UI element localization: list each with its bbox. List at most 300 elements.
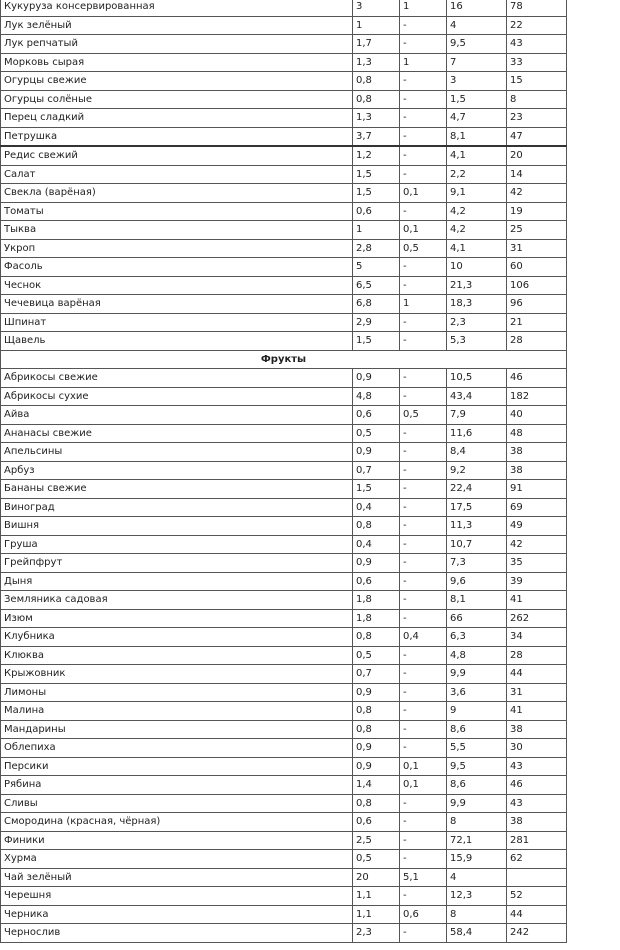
carbs-cell: 2,3 — [447, 313, 507, 332]
protein-cell: 1,3 — [353, 53, 400, 72]
product-name-cell: Грейпфрут — [1, 554, 353, 573]
calories-cell: 21 — [507, 313, 567, 332]
carbs-cell: 8,1 — [447, 127, 507, 146]
protein-cell: 1 — [353, 16, 400, 35]
protein-cell: 1,5 — [353, 165, 400, 184]
carbs-cell: 16 — [447, 0, 507, 16]
fat-cell: - — [400, 258, 447, 277]
calories-cell: 20 — [507, 146, 567, 165]
product-name-cell: Лимоны — [1, 683, 353, 702]
table-row — [1, 813, 567, 832]
protein-cell: 4,8 — [353, 387, 400, 406]
product-name-cell: Черника — [1, 905, 353, 924]
fat-cell: - — [400, 498, 447, 517]
protein-cell: 0,8 — [353, 702, 400, 721]
protein-cell: 0,9 — [353, 443, 400, 462]
calories-cell: 33 — [507, 53, 567, 72]
table-row — [1, 295, 567, 314]
table-row — [1, 53, 567, 72]
carbs-cell: 7 — [447, 53, 507, 72]
table-row — [1, 646, 567, 665]
calories-cell: 42 — [507, 184, 567, 203]
table-row — [1, 776, 567, 795]
product-name-cell: Апельсины — [1, 443, 353, 462]
table-row — [1, 480, 567, 499]
calories-cell: 182 — [507, 387, 567, 406]
fat-cell: - — [400, 720, 447, 739]
fat-cell: 0,5 — [400, 406, 447, 425]
protein-cell: 0,7 — [353, 461, 400, 480]
carbs-cell: 9,5 — [447, 757, 507, 776]
fat-cell: - — [400, 72, 447, 91]
carbs-cell: 9,6 — [447, 572, 507, 591]
product-name-cell: Малина — [1, 702, 353, 721]
fat-cell: - — [400, 813, 447, 832]
carbs-cell: 4 — [447, 16, 507, 35]
fat-cell: - — [400, 109, 447, 128]
fat-cell: 5,1 — [400, 868, 447, 887]
carbs-cell: 4,2 — [447, 221, 507, 240]
fat-cell: - — [400, 554, 447, 573]
calories-cell: 48 — [507, 424, 567, 443]
protein-cell: 1,5 — [353, 332, 400, 351]
product-name-cell: Абрикосы свежие — [1, 369, 353, 388]
table-row — [1, 72, 567, 91]
table-row — [1, 16, 567, 35]
carbs-cell: 66 — [447, 609, 507, 628]
product-name-cell: Сливы — [1, 794, 353, 813]
product-name-cell: Свекла (варёная) — [1, 184, 353, 203]
calories-cell: 38 — [507, 720, 567, 739]
carbs-cell: 2,2 — [447, 165, 507, 184]
protein-cell: 1 — [353, 221, 400, 240]
fat-cell: 1 — [400, 53, 447, 72]
fat-cell: 0,4 — [400, 628, 447, 647]
carbs-cell: 10,7 — [447, 535, 507, 554]
protein-cell: 2,5 — [353, 831, 400, 850]
table-row — [1, 276, 567, 295]
calories-cell: 62 — [507, 850, 567, 869]
table-row — [1, 498, 567, 517]
product-name-cell: Перец сладкий — [1, 109, 353, 128]
section-header-row — [1, 350, 567, 369]
carbs-cell: 4,1 — [447, 239, 507, 258]
carbs-cell: 12,3 — [447, 887, 507, 906]
product-name-cell: Клюква — [1, 646, 353, 665]
fat-cell: 1 — [400, 295, 447, 314]
table-row — [1, 535, 567, 554]
table-row — [1, 239, 567, 258]
table-row — [1, 461, 567, 480]
fat-cell: - — [400, 90, 447, 109]
protein-cell: 1,5 — [353, 480, 400, 499]
calories-cell: 31 — [507, 239, 567, 258]
product-name-cell: Морковь сырая — [1, 53, 353, 72]
table-row — [1, 572, 567, 591]
protein-cell: 0,9 — [353, 369, 400, 388]
fat-cell: - — [400, 313, 447, 332]
calories-cell: 28 — [507, 646, 567, 665]
fat-cell: 0,6 — [400, 905, 447, 924]
product-name-cell: Лук зелёный — [1, 16, 353, 35]
calories-cell: 281 — [507, 831, 567, 850]
protein-cell: 0,8 — [353, 72, 400, 91]
protein-cell: 1,1 — [353, 905, 400, 924]
carbs-cell: 22,4 — [447, 480, 507, 499]
calories-cell: 31 — [507, 683, 567, 702]
protein-cell: 0,7 — [353, 665, 400, 684]
protein-cell: 3,7 — [353, 127, 400, 146]
carbs-cell: 18,3 — [447, 295, 507, 314]
table-row — [1, 406, 567, 425]
table-row — [1, 517, 567, 536]
calories-cell: 43 — [507, 794, 567, 813]
calories-cell: 69 — [507, 498, 567, 517]
protein-cell: 0,6 — [353, 572, 400, 591]
protein-cell: 1,5 — [353, 184, 400, 203]
calories-cell: 43 — [507, 35, 567, 54]
carbs-cell: 72,1 — [447, 831, 507, 850]
product-name-cell: Бананы свежие — [1, 480, 353, 499]
product-name-cell: Чеснок — [1, 276, 353, 295]
product-name-cell: Томаты — [1, 202, 353, 221]
fat-cell: - — [400, 480, 447, 499]
carbs-cell: 8 — [447, 905, 507, 924]
protein-cell: 0,9 — [353, 683, 400, 702]
protein-cell: 0,9 — [353, 757, 400, 776]
calories-cell: 38 — [507, 461, 567, 480]
fat-cell: - — [400, 387, 447, 406]
fat-cell: 1 — [400, 0, 447, 16]
calories-cell: 44 — [507, 905, 567, 924]
fat-cell: 0,5 — [400, 239, 447, 258]
calories-cell: 34 — [507, 628, 567, 647]
fat-cell: - — [400, 739, 447, 758]
carbs-cell: 9,2 — [447, 461, 507, 480]
fat-cell: - — [400, 202, 447, 221]
carbs-cell: 10,5 — [447, 369, 507, 388]
product-name-cell: Арбуз — [1, 461, 353, 480]
protein-cell: 1,4 — [353, 776, 400, 795]
calories-cell: 44 — [507, 665, 567, 684]
product-name-cell: Черешня — [1, 887, 353, 906]
carbs-cell: 1,5 — [447, 90, 507, 109]
protein-cell: 3 — [353, 0, 400, 16]
product-name-cell: Ананасы свежие — [1, 424, 353, 443]
calories-cell: 43 — [507, 757, 567, 776]
carbs-cell: 9,1 — [447, 184, 507, 203]
table-row — [1, 443, 567, 462]
carbs-cell: 15,9 — [447, 850, 507, 869]
fat-cell: - — [400, 591, 447, 610]
product-name-cell: Тыква — [1, 221, 353, 240]
product-name-cell: Земляника садовая — [1, 591, 353, 610]
protein-cell: 0,4 — [353, 535, 400, 554]
protein-cell: 0,9 — [353, 554, 400, 573]
fat-cell: - — [400, 683, 447, 702]
fat-cell: - — [400, 794, 447, 813]
fat-cell: - — [400, 443, 447, 462]
calories-cell: 23 — [507, 109, 567, 128]
carbs-cell: 3 — [447, 72, 507, 91]
carbs-cell: 4 — [447, 868, 507, 887]
product-name-cell: Груша — [1, 535, 353, 554]
product-name-cell: Фасоль — [1, 258, 353, 277]
protein-cell: 0,8 — [353, 517, 400, 536]
product-name-cell: Лук репчатый — [1, 35, 353, 54]
calories-cell — [507, 868, 567, 887]
fat-cell: - — [400, 461, 447, 480]
product-name-cell: Укроп — [1, 239, 353, 258]
table-row — [1, 924, 567, 943]
calories-cell: 96 — [507, 295, 567, 314]
table-row — [1, 0, 567, 16]
calories-cell: 262 — [507, 609, 567, 628]
protein-cell: 0,8 — [353, 628, 400, 647]
calories-cell: 38 — [507, 443, 567, 462]
table-row — [1, 720, 567, 739]
protein-cell: 5 — [353, 258, 400, 277]
carbs-cell: 3,6 — [447, 683, 507, 702]
protein-cell: 0,8 — [353, 90, 400, 109]
product-name-cell: Чернослив — [1, 924, 353, 943]
calories-cell: 46 — [507, 369, 567, 388]
carbs-cell: 17,5 — [447, 498, 507, 517]
calories-cell: 52 — [507, 887, 567, 906]
protein-cell: 1,3 — [353, 109, 400, 128]
fat-cell: - — [400, 572, 447, 591]
calories-cell: 40 — [507, 406, 567, 425]
fat-cell: - — [400, 702, 447, 721]
protein-cell: 1,8 — [353, 591, 400, 610]
carbs-cell: 9,9 — [447, 794, 507, 813]
protein-cell: 0,8 — [353, 794, 400, 813]
fat-cell: - — [400, 35, 447, 54]
product-name-cell: Дыня — [1, 572, 353, 591]
table-row — [1, 887, 567, 906]
calories-cell: 14 — [507, 165, 567, 184]
table-row — [1, 665, 567, 684]
fat-cell: - — [400, 517, 447, 536]
carbs-cell: 8 — [447, 813, 507, 832]
product-name-cell: Изюм — [1, 609, 353, 628]
carbs-cell: 8,6 — [447, 776, 507, 795]
product-name-cell: Чечевица варёная — [1, 295, 353, 314]
calories-cell: 19 — [507, 202, 567, 221]
table-row — [1, 165, 567, 184]
protein-cell: 0,4 — [353, 498, 400, 517]
protein-cell: 0,5 — [353, 850, 400, 869]
product-name-cell: Салат — [1, 165, 353, 184]
table-row — [1, 794, 567, 813]
fat-cell: - — [400, 665, 447, 684]
protein-cell: 0,5 — [353, 646, 400, 665]
carbs-cell: 11,3 — [447, 517, 507, 536]
protein-cell: 2,8 — [353, 239, 400, 258]
product-name-cell: Рябина — [1, 776, 353, 795]
table-row — [1, 221, 567, 240]
protein-cell: 1,2 — [353, 146, 400, 165]
table-row — [1, 387, 567, 406]
table-row — [1, 757, 567, 776]
product-name-cell: Петрушка — [1, 127, 353, 146]
carbs-cell: 8,4 — [447, 443, 507, 462]
protein-cell: 0,8 — [353, 720, 400, 739]
protein-cell: 1,1 — [353, 887, 400, 906]
product-name-cell: Персики — [1, 757, 353, 776]
table-row — [1, 831, 567, 850]
table-row — [1, 628, 567, 647]
fat-cell: - — [400, 424, 447, 443]
calories-cell: 15 — [507, 72, 567, 91]
carbs-cell: 11,6 — [447, 424, 507, 443]
fat-cell: - — [400, 127, 447, 146]
fat-cell: 0,1 — [400, 221, 447, 240]
carbs-cell: 9,9 — [447, 665, 507, 684]
protein-cell: 0,6 — [353, 406, 400, 425]
fat-cell: - — [400, 850, 447, 869]
table-row — [1, 202, 567, 221]
protein-cell: 6,5 — [353, 276, 400, 295]
protein-cell: 1,7 — [353, 35, 400, 54]
table-row — [1, 146, 567, 165]
calories-cell: 39 — [507, 572, 567, 591]
calories-cell: 49 — [507, 517, 567, 536]
table-row — [1, 127, 567, 146]
carbs-cell: 9 — [447, 702, 507, 721]
calories-cell: 42 — [507, 535, 567, 554]
calories-cell: 25 — [507, 221, 567, 240]
product-name-cell: Айва — [1, 406, 353, 425]
fat-cell: - — [400, 369, 447, 388]
table-row — [1, 424, 567, 443]
protein-cell: 0,9 — [353, 739, 400, 758]
product-name-cell: Хурма — [1, 850, 353, 869]
fat-cell: 0,1 — [400, 184, 447, 203]
carbs-cell: 5,5 — [447, 739, 507, 758]
fat-cell: - — [400, 887, 447, 906]
carbs-cell: 6,3 — [447, 628, 507, 647]
product-name-cell: Облепиха — [1, 739, 353, 758]
fat-cell: - — [400, 332, 447, 351]
table-row — [1, 184, 567, 203]
product-name-cell: Крыжовник — [1, 665, 353, 684]
fat-cell: - — [400, 165, 447, 184]
product-name-cell: Чай зелёный — [1, 868, 353, 887]
table-row — [1, 905, 567, 924]
fat-cell: - — [400, 276, 447, 295]
carbs-cell: 4,1 — [447, 146, 507, 165]
calories-cell: 38 — [507, 813, 567, 832]
product-name-cell: Огурцы солёные — [1, 90, 353, 109]
product-name-cell: Вишня — [1, 517, 353, 536]
carbs-cell: 5,3 — [447, 332, 507, 351]
table-row — [1, 609, 567, 628]
fat-cell: - — [400, 146, 447, 165]
carbs-cell: 21,3 — [447, 276, 507, 295]
fat-cell: - — [400, 646, 447, 665]
protein-cell: 1,8 — [353, 609, 400, 628]
product-name-cell: Смородина (красная, чёрная) — [1, 813, 353, 832]
product-name-cell: Виноград — [1, 498, 353, 517]
product-name-cell: Мандарины — [1, 720, 353, 739]
carbs-cell: 10 — [447, 258, 507, 277]
calories-cell: 47 — [507, 127, 567, 146]
calories-cell: 242 — [507, 924, 567, 943]
fat-cell: - — [400, 16, 447, 35]
product-name-cell: Клубника — [1, 628, 353, 647]
protein-cell: 0,6 — [353, 813, 400, 832]
table-row — [1, 702, 567, 721]
fat-cell: - — [400, 924, 447, 943]
carbs-cell: 8,1 — [447, 591, 507, 610]
protein-cell: 6,8 — [353, 295, 400, 314]
product-name-cell: Кукуруза консервированная — [1, 0, 353, 16]
product-name-cell: Шпинат — [1, 313, 353, 332]
calories-cell: 91 — [507, 480, 567, 499]
calories-cell: 41 — [507, 591, 567, 610]
table-row — [1, 591, 567, 610]
product-name-cell: Редис свежий — [1, 146, 353, 165]
product-name-cell: Финики — [1, 831, 353, 850]
carbs-cell: 7,3 — [447, 554, 507, 573]
fat-cell: - — [400, 609, 447, 628]
calories-cell: 60 — [507, 258, 567, 277]
section-title-fruits: Фрукты — [1, 350, 567, 369]
table-row — [1, 739, 567, 758]
fat-cell: - — [400, 831, 447, 850]
product-name-cell: Огурцы свежие — [1, 72, 353, 91]
calories-cell: 28 — [507, 332, 567, 351]
carbs-cell: 4,8 — [447, 646, 507, 665]
carbs-cell: 7,9 — [447, 406, 507, 425]
protein-cell: 0,5 — [353, 424, 400, 443]
table-row — [1, 313, 567, 332]
calories-cell: 8 — [507, 90, 567, 109]
nutrition-table-body — [1, 0, 567, 942]
product-name-cell: Щавель — [1, 332, 353, 351]
fat-cell: - — [400, 535, 447, 554]
table-row — [1, 554, 567, 573]
carbs-cell: 4,2 — [447, 202, 507, 221]
table-row — [1, 90, 567, 109]
calories-cell: 41 — [507, 702, 567, 721]
table-row — [1, 35, 567, 54]
fat-cell: 0,1 — [400, 776, 447, 795]
calories-cell: 106 — [507, 276, 567, 295]
table-row — [1, 683, 567, 702]
calories-cell: 30 — [507, 739, 567, 758]
table-row — [1, 868, 567, 887]
calories-cell: 22 — [507, 16, 567, 35]
calories-cell: 35 — [507, 554, 567, 573]
protein-cell: 0,6 — [353, 202, 400, 221]
table-row — [1, 332, 567, 351]
table-row — [1, 258, 567, 277]
carbs-cell: 8,6 — [447, 720, 507, 739]
fat-cell: 0,1 — [400, 757, 447, 776]
protein-cell: 20 — [353, 868, 400, 887]
table-row — [1, 109, 567, 128]
protein-cell: 2,9 — [353, 313, 400, 332]
carbs-cell: 4,7 — [447, 109, 507, 128]
carbs-cell: 58,4 — [447, 924, 507, 943]
table-row — [1, 850, 567, 869]
table-row — [1, 369, 567, 388]
carbs-cell: 9,5 — [447, 35, 507, 54]
carbs-cell: 43,4 — [447, 387, 507, 406]
protein-cell: 2,3 — [353, 924, 400, 943]
